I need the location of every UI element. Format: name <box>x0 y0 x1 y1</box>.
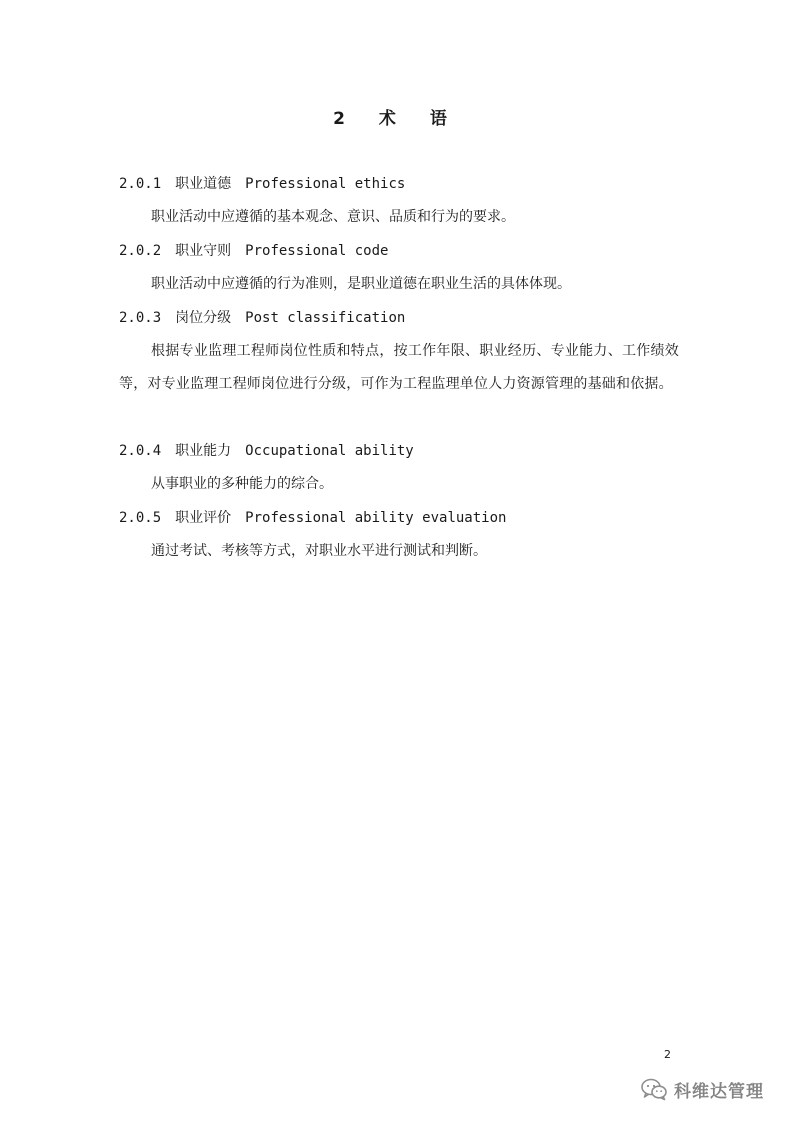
term-definition: 从事职业的多种能力的综合。 <box>151 476 333 492</box>
term-definition: 根据专业监理工程师岗位性质和特点，按工作年限、职业经历、专业能力、工作绩效等，对专业监理工程师岗位进行分级，可作为工程监理单位人力资源管理的基础和依据。 <box>119 343 679 392</box>
term-definition: 职业活动中应遵循的基本观念、意识、品质和行为的要求。 <box>151 209 515 225</box>
term-heading-2 <box>119 242 388 260</box>
wechat-icon <box>640 1077 668 1101</box>
term-number: 2.0.2 <box>119 243 162 259</box>
term-definition: 职业活动中应遵循的行为准则，是职业道德在职业生活的具体体现。 <box>151 276 571 292</box>
term-name-cn: 职业能力 <box>175 443 232 459</box>
term-number: 2.0.3 <box>119 310 162 326</box>
term-definition: 通过考试、考核等方式，对职业水平进行测试和判断。 <box>151 543 487 559</box>
term-number: 2.0.5 <box>119 510 162 526</box>
term-name-en: Occupational ability <box>245 443 414 459</box>
term-name-en: Professional ethics <box>245 176 406 192</box>
watermark <box>640 1074 764 1104</box>
page-number: 2 <box>664 1048 671 1061</box>
term-heading-5 <box>119 509 506 527</box>
term-heading-1 <box>119 175 405 193</box>
term-name-cn: 岗位分级 <box>175 310 232 326</box>
term-name-cn: 职业评价 <box>175 510 232 526</box>
term-number: 2.0.1 <box>119 176 162 192</box>
page-title: 2 术 语 <box>333 109 461 129</box>
term-name-en: Post classification <box>245 310 406 326</box>
term-name-cn: 职业道德 <box>175 176 232 192</box>
term-heading-3 <box>119 309 405 327</box>
watermark-text: 科维达管理 <box>674 1081 764 1102</box>
term-name-cn: 职业守则 <box>175 243 232 259</box>
term-heading-4 <box>119 442 414 460</box>
term-name-en: Professional ability evaluation <box>245 510 507 526</box>
term-number: 2.0.4 <box>119 443 162 459</box>
term-name-en: Professional code <box>245 243 389 259</box>
